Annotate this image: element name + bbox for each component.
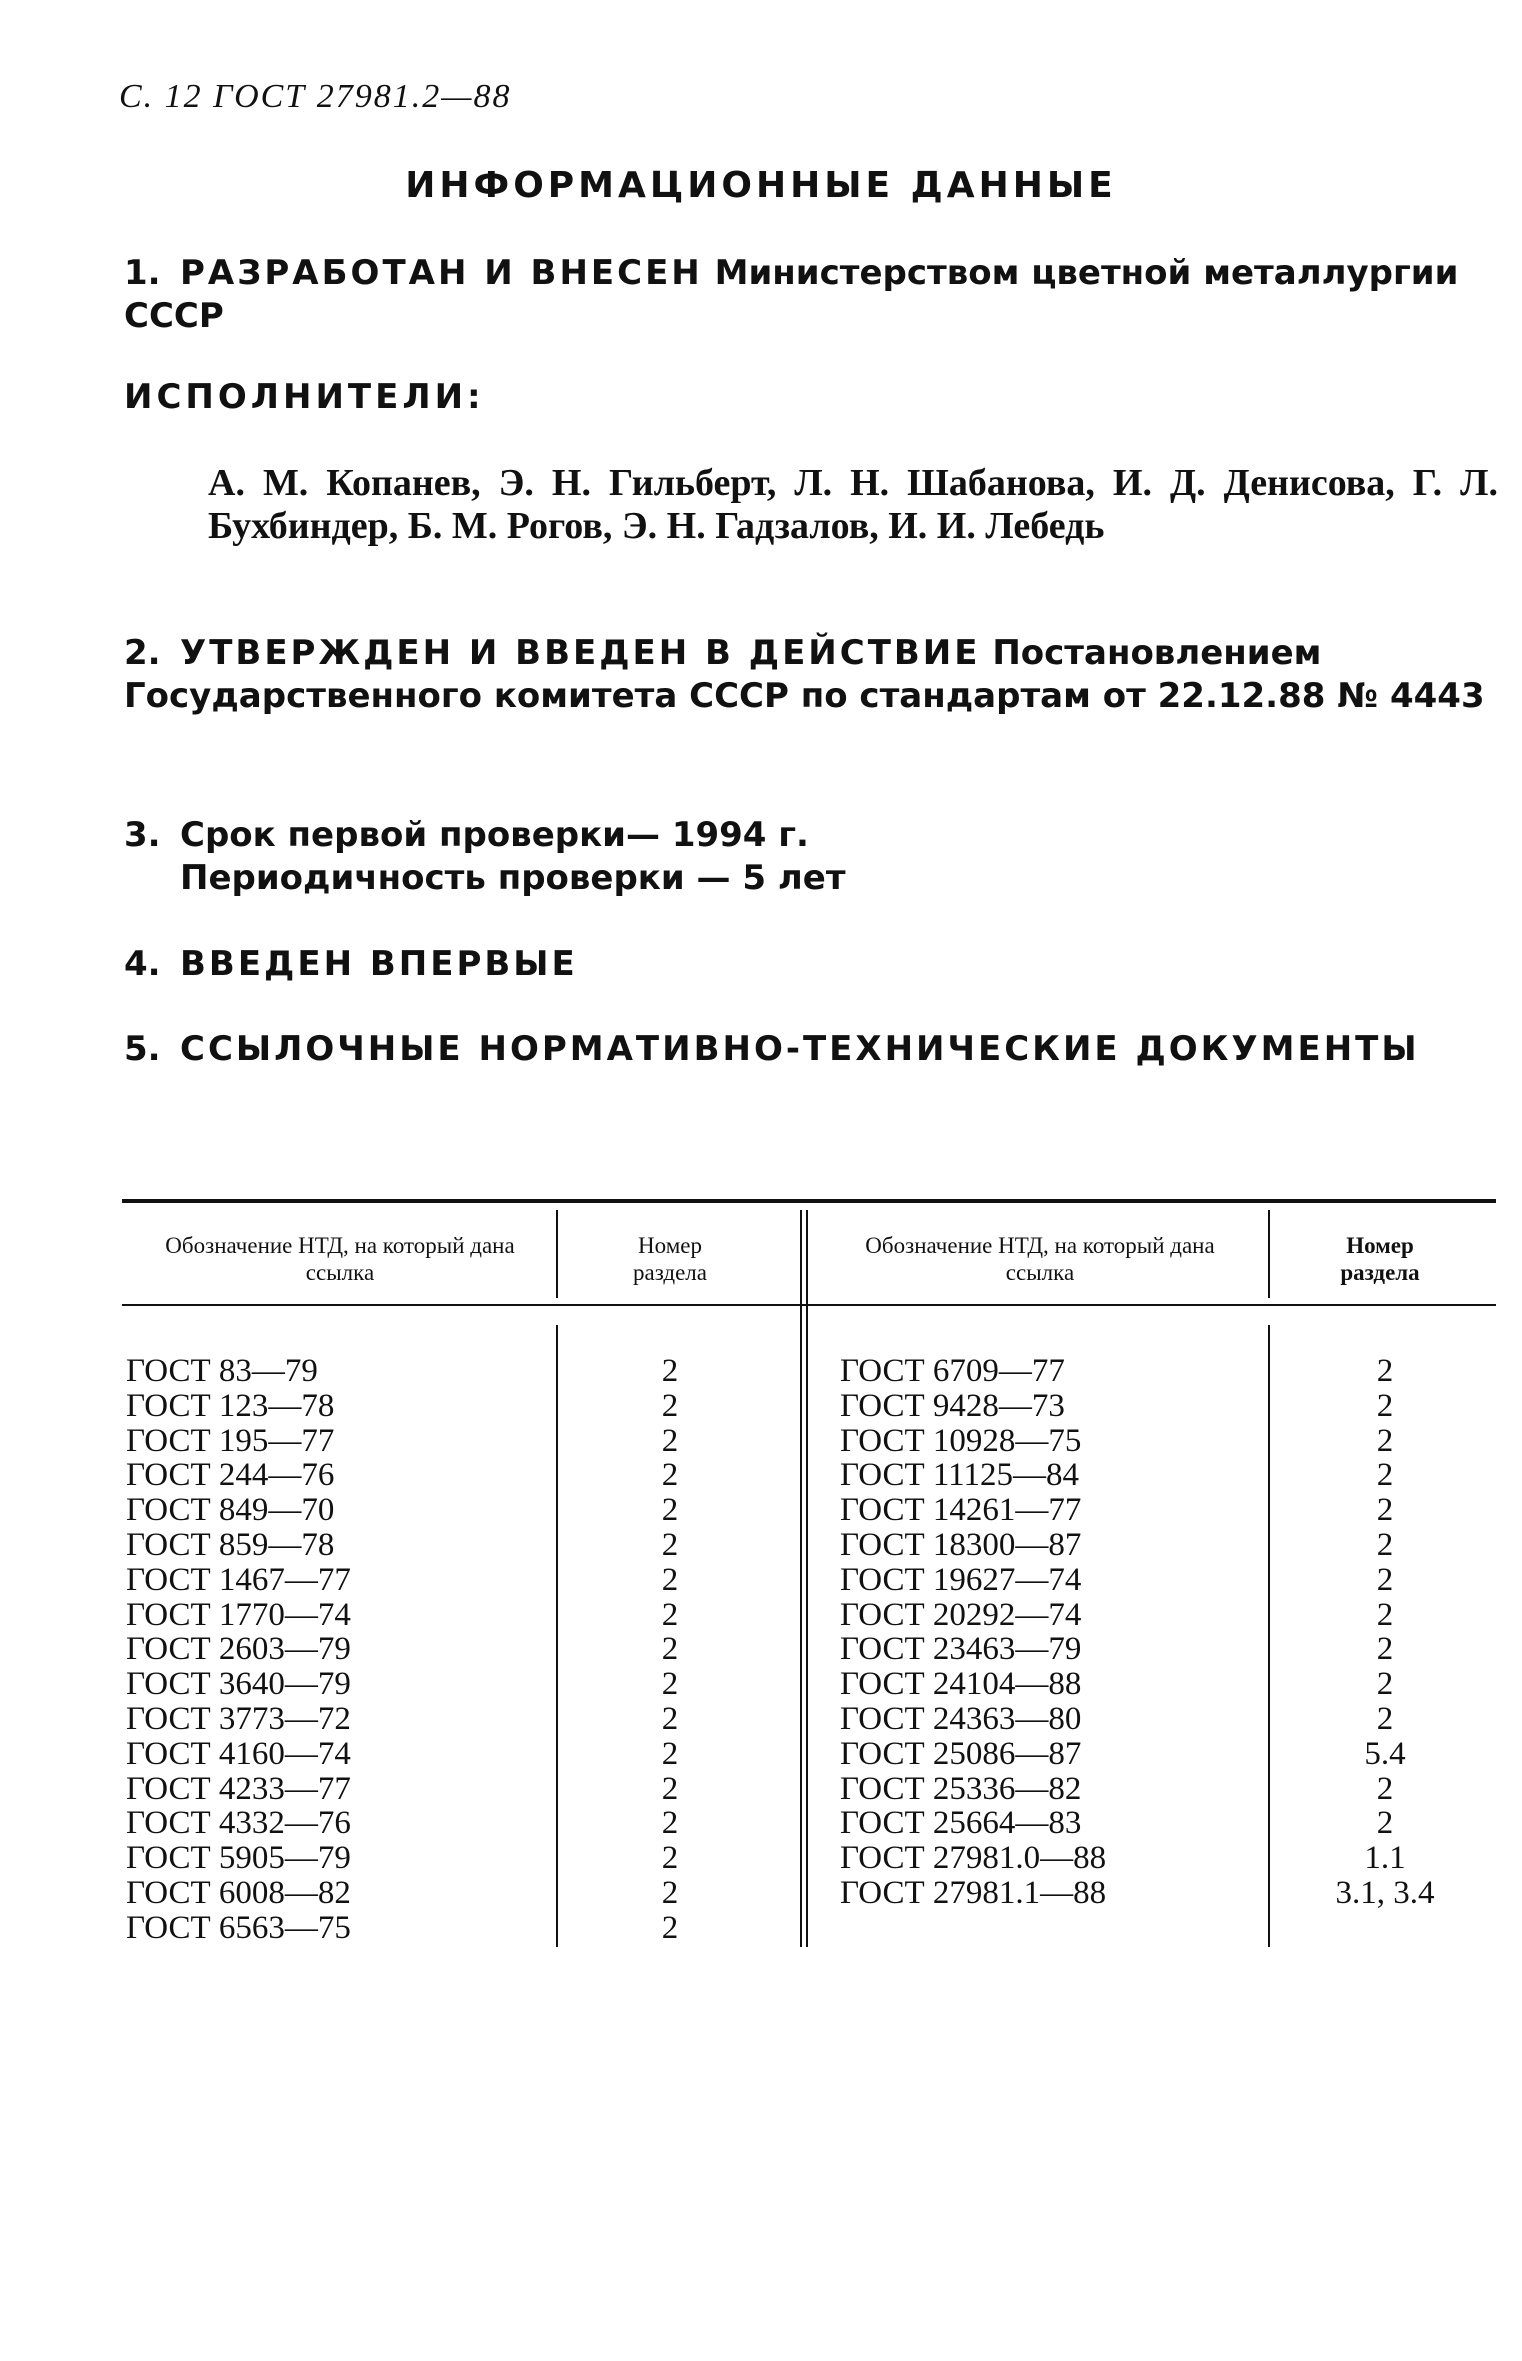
item-4: 4. ВВЕДЕН ВПЕРВЫЕ [124,944,578,984]
table-cell-section: 2 [661,1631,679,1668]
table-cell-doc: ГОСТ 4332—76 [126,1805,351,1842]
table-cell-doc: ГОСТ 6709—77 [840,1353,1065,1389]
table-cell-doc: ГОСТ 24363—80 [840,1700,1082,1737]
item-5: 5. ССЫЛОЧНЫЕ НОРМАТИВНО-ТЕХНИЧЕСКИЕ ДОКУМЕНТЫ [124,1029,1420,1069]
table-cell-doc: ГОСТ 23463—79 [840,1631,1082,1668]
divider [806,1210,808,1947]
table-cell-doc: ГОСТ 25086—87 [840,1735,1082,1772]
executors-label: ИСПОЛНИТЕЛИ: [124,377,485,417]
table-cell-section: 5.4 [1364,1735,1406,1772]
table-cell-doc: ГОСТ 27981.0—88 [840,1840,1107,1877]
table-cell-section: 3.1, 3.4 [1335,1874,1435,1911]
table-cell-section: 2 [661,1457,679,1494]
header-left-doc: Обозначение НТД, на который дана ссылка [165,1233,515,1285]
table-cell-section: 2 [661,1596,679,1633]
table-cell-section: 2 [661,1874,679,1911]
item-2: 2. УТВЕРЖДЕН И ВВЕДЕН В ДЕЙСТВИЕ Постановлением Государственного комитета СССР по стандартам от 22.12.88 № 4443 [124,633,1485,716]
table-cell-section: 2 [1376,1457,1394,1494]
table-cell-doc: ГОСТ 1467—77 [126,1561,351,1598]
page-title: ИНФОРМАЦИОННЫЕ ДАННЫЕ [405,165,1117,206]
table-cell-doc: ГОСТ 849—70 [126,1492,335,1529]
table-cell-section: 2 [1376,1805,1394,1842]
table-cell-doc: ГОСТ 25336—82 [840,1770,1082,1807]
divider [556,1325,558,1947]
table-cell-section: 2 [661,1422,679,1459]
table-cell-doc: ГОСТ 3773—72 [126,1700,351,1737]
table-cell-section: 2 [1376,1422,1394,1459]
table-cell-doc: ГОСТ 24104—88 [840,1666,1082,1703]
table-cell-doc: ГОСТ 6563—75 [126,1909,351,1946]
table-cell-doc: ГОСТ 19627—74 [840,1561,1082,1598]
divider [556,1210,558,1298]
table-cell-section: 2 [1376,1700,1394,1737]
item-3: 3. Срок первой проверки— 1994 г. Периодичность проверки — 5 лет [124,815,846,898]
table-cell-section: 2 [661,1526,679,1563]
table-cell-section: 2 [661,1805,679,1842]
table-cell-doc: ГОСТ 4160—74 [126,1735,351,1772]
table-cell-doc: ГОСТ 25664—83 [840,1805,1082,1842]
header-left-section: Номер раздела [633,1233,707,1285]
table-cell-doc: ГОСТ 83—79 [126,1353,318,1389]
table-cell-doc: ГОСТ 11125—84 [840,1457,1079,1494]
left-doc-column [126,1354,546,1946]
table-cell-section: 2 [1376,1631,1394,1668]
table-cell-doc: ГОСТ 9428—73 [840,1387,1065,1424]
divider [1268,1325,1270,1947]
table-cell-section: 2 [1376,1526,1394,1563]
table-cell-doc: ГОСТ 123—78 [126,1387,335,1424]
table-cell-doc: ГОСТ 27981.1—88 [840,1874,1107,1911]
table-cell-doc: ГОСТ 10928—75 [840,1422,1082,1459]
table-cell-doc: ГОСТ 1770—74 [126,1596,351,1633]
item-1: 1. РАЗРАБОТАН И ВНЕСЕН Министерством цветной металлургии СССР [124,253,1459,336]
table-cell-doc: ГОСТ 3640—79 [126,1666,351,1703]
table-cell-section: 2 [661,1700,679,1737]
table-cell-doc: ГОСТ 18300—87 [840,1526,1082,1563]
table-cell-section: 2 [1376,1770,1394,1807]
table-cell-doc: ГОСТ 20292—74 [840,1596,1082,1633]
table-cell-doc: ГОСТ 5905—79 [126,1840,351,1877]
table-cell-section: 2 [661,1840,679,1877]
table-cell-doc: ГОСТ 14261—77 [840,1492,1082,1529]
page-header: С. 12 ГОСТ 27981.2—88 [119,78,512,115]
table-cell-doc: ГОСТ 6008—82 [126,1874,351,1911]
divider [800,1210,802,1947]
table-cell-section: 2 [661,1561,679,1598]
header-right-section: Номер раздела [1340,1233,1420,1285]
right-doc-column [840,1354,1260,1911]
table-cell-section: 2 [661,1770,679,1807]
table-cell-section: 2 [661,1735,679,1772]
table-cell-section: 2 [1376,1561,1394,1598]
table-cell-section: 2 [661,1666,679,1703]
table-cell-section: 2 [1376,1387,1394,1424]
table-top-rule [122,1199,1496,1203]
table-cell-section: 2 [661,1492,679,1529]
table-cell-section: 1.1 [1364,1840,1406,1877]
table-cell-section: 2 [661,1387,679,1424]
divider [1268,1210,1270,1298]
table-cell-section: 2 [1376,1666,1394,1703]
table-header-rule [122,1304,1496,1306]
table-cell-section: 2 [1376,1353,1394,1389]
header-right-doc: Обозначение НТД, на который дана ссылка [865,1233,1215,1285]
table-cell-doc: ГОСТ 195—77 [126,1422,335,1459]
table-cell-doc: ГОСТ 244—76 [126,1457,335,1494]
right-section-column [1310,1354,1460,1911]
table-cell-section: 2 [661,1353,679,1389]
left-section-column [600,1354,740,1946]
table-cell-section: 2 [1376,1596,1394,1633]
table-cell-doc: ГОСТ 859—78 [126,1526,335,1563]
table-cell-doc: ГОСТ 2603—79 [126,1631,351,1668]
table-cell-section: 2 [661,1909,679,1946]
table-cell-section: 2 [1376,1492,1394,1529]
table-cell-doc: ГОСТ 4233—77 [126,1770,351,1807]
executors-names: А. М. Копанев, Э. Н. Гильберт, Л. Н. Шабанова, И. Д. Денисова, Г. Л. Бухбиндер, Б. М. Рогов, Э. Н. Гадзалов, И. И. Лебедь [208,462,1498,547]
